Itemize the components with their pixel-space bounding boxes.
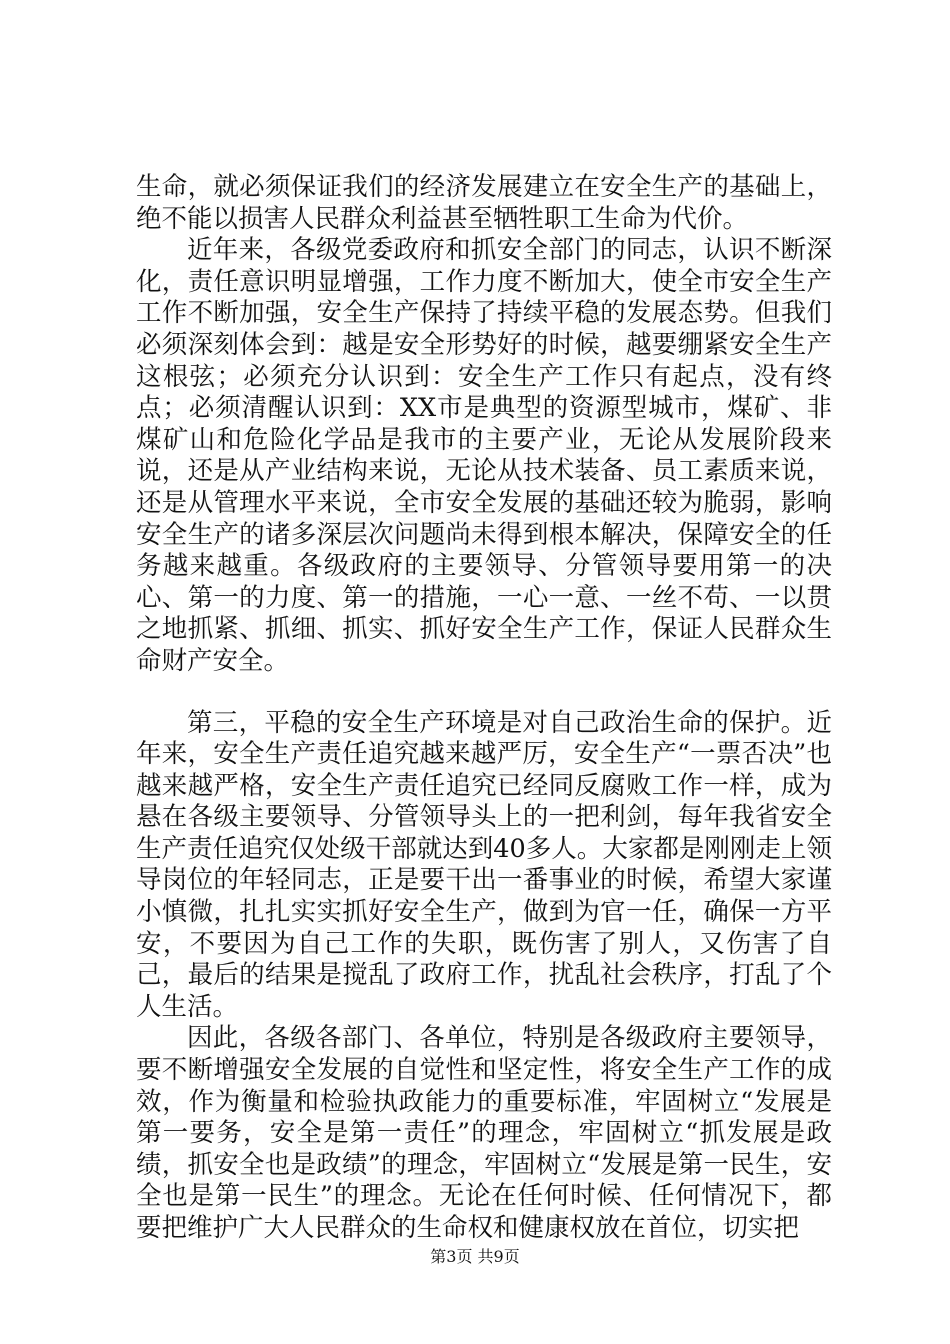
paragraph-spacer (136, 678, 832, 708)
paragraph-1: 生命，就必须保证我们的经济发展建立在安全生产的基础上，绝不能以损害人民群众利益甚至牺牲职工生命为代价。 (136, 172, 832, 234)
document-body (136, 172, 832, 1245)
page-number-footer: 第3页 共9页 (430, 1247, 520, 1266)
paragraph-4: 因此，各级各部门、各单位，特别是各级政府主要领导，要不断增强安全发展的自觉性和坚定性，将安全生产工作的成效，作为衡量和检验执政能力的重要标准，牢固树立“发展是第一要务，安全是第一责任”的理念，牢固树立“抓发展是政绩，抓安全也是政绩”的理念，牢固树立“发展是第一民生，安全也是第一民生”的理念。无论在任何时候、任何情况下，都要把维护广大人民群众的生命权和健康权放在首位，切实把 (136, 1023, 832, 1243)
paragraph-2: 近年来，各级党委政府和抓安全部门的同志，认识不断深化，责任意识明显增强，工作力度不断加大，使全市安全生产工作不断加强，安全生产保持了持续平稳的发展态势。但我们必须深刻体会到：越是安全形势好的时候，越要绷紧安全生产这根弦；必须充分认识到：安全生产工作只有起点，没有终点；必须清醒认识到：XX市是典型的资源型城市，煤矿、非煤矿山和危险化学品是我市的主要产业，无论从发展阶段来说，还是从产业结构来说，无论从技术装备、员工素质来说，还是从管理水平来说，全市安全发展的基础还较为脆弱，影响安全生产的诸多深层次问题尚未得到根本解决，保障安全的任务越来越重。各级政府的主要领导、分管领导要用第一的决心、第一的力度、第一的措施，一心一意、一丝不苟、一以贯之地抓紧、抓细、抓实、抓好安全生产工作，保证人民群众生命财产安全。 (136, 235, 832, 676)
paragraph-3: 第三，平稳的安全生产环境是对自己政治生命的保护。近年来，安全生产责任追究越来越严厉，安全生产“一票否决”也越来越严格，安全生产责任追究已经同反腐败工作一样，成为悬在各级主要领导、分管领导头上的一把利剑，每年我省安全生产责任追究仅处级干部就达到40多人。大家都是刚刚走上领导岗位的年轻同志，正是要干出一番事业的时候，希望大家谨小慎微，扎扎实实抓好安全生产，做到为官一任，确保一方平安，不要因为自己工作的失职，既伤害了别人，又伤害了自己，最后的结果是搅乱了政府工作，扰乱社会秩序，打乱了个人生活。 (136, 707, 832, 1022)
